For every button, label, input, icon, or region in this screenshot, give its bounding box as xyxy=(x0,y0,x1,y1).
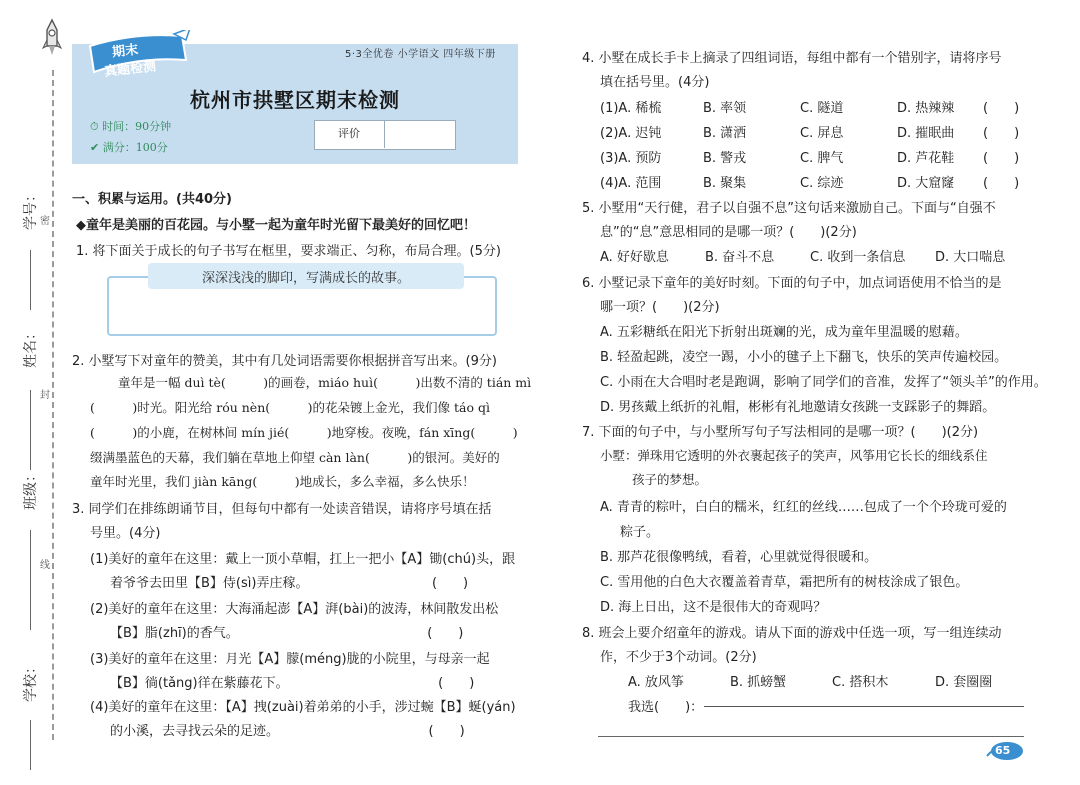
q4-text: 4. 小墅在成长手卡上摘录了四组词语，每组中都有一个错别字，请将序号 xyxy=(582,51,1002,66)
q6-option: D. 男孩戴上纸折的礼帽，彬彬有礼地邀请女孩跳一支踩影子的舞蹈。 xyxy=(600,400,996,415)
evaluation-label: 评价 xyxy=(314,120,385,148)
binding-dashed-line xyxy=(52,70,54,740)
answer-blank[interactable]: ( ) xyxy=(983,126,1020,141)
seal-mark-feng: 封 xyxy=(40,390,50,401)
q6-text: 6. 小墅记录下童年的美好时刻。下面的句子中，加点词语使用不恰当的是 xyxy=(582,276,1002,291)
q4-option: D. 热辣辣 xyxy=(897,101,955,116)
student-id-line xyxy=(30,250,31,310)
q4-option: (1)A. 稀梳 xyxy=(600,101,662,116)
q4-text-cont: 填在括号里。(4分) xyxy=(600,75,710,90)
q8-option: B. 抓螃蟹 xyxy=(730,675,787,690)
q3-item: 【B】徜(tǎng)徉在紫藤花下。 ( ) xyxy=(110,676,475,691)
name-line xyxy=(30,390,31,470)
q8-answer-line-2[interactable] xyxy=(598,736,1024,737)
rocket-icon xyxy=(40,18,64,58)
q4-option: (2)A. 迟钝 xyxy=(600,126,662,141)
q8-option: C. 搭积木 xyxy=(832,675,889,690)
tag-line-2: 真题检测 xyxy=(103,59,157,80)
q8-answer-line[interactable] xyxy=(704,706,1024,707)
book-info: 5·3全优卷 小学语文 四年级下册 xyxy=(345,49,496,60)
time-limit: ⏱ 时间：90分钟 xyxy=(90,120,172,133)
q3-text: 3. 同学们在排练朗诵节目，但每句中都有一处读音错误，请将序号填在括 xyxy=(72,502,492,517)
q5-option: A. 好好歇息 xyxy=(600,250,669,265)
q4-option: (4)A. 范围 xyxy=(600,176,662,191)
q4-option: B. 聚集 xyxy=(703,176,747,191)
q2-line: ( )时光。阳光给 róu nèn( )的花朵镀上金光，我们像 táo qì xyxy=(90,400,490,415)
q7-quote: 小墅：弹珠用它透明的外衣裹起孩子的笑声，风筝用它长长的细线系住 xyxy=(600,448,988,463)
answer-blank[interactable]: ( ) xyxy=(983,151,1020,166)
q2-line: 童年时光里，我们 jiàn kāng( )地成长，多么幸福，多么快乐！ xyxy=(90,474,475,489)
page-title: 杭州市拱墅区期末检测 xyxy=(190,88,400,112)
class-label: 班级： xyxy=(23,468,39,510)
check-icon: ✔ xyxy=(90,141,103,154)
answer-blank[interactable]: ( ) xyxy=(983,101,1020,116)
q4-option: C. 脾气 xyxy=(800,151,844,166)
answer-blank[interactable]: ( ) xyxy=(983,176,1020,191)
section-intro: ◆童年是美丽的百花园。与小墅一起为童年时光留下最美好的回忆吧！ xyxy=(76,218,476,233)
q8-option: D. 套圈圈 xyxy=(935,675,993,690)
q7-option: D. 海上日出，这不是很伟大的奇观吗？ xyxy=(600,600,827,615)
school-label: 学校： xyxy=(23,660,39,702)
q5-text: 5. 小墅用“天行健，君子以自强不息”这句话来激励自己。下面与“自强不 xyxy=(582,201,996,216)
q7-text: 7. 下面的句子中，与小墅所写句子写法相同的是哪一项？( )(2分) xyxy=(582,425,979,440)
q5-text-cont: 息”的“息”意思相同的是哪一项？( )(2分) xyxy=(600,225,857,240)
q8-choice-label: 我选( )： xyxy=(628,700,704,715)
q6-option: C. 小雨在大合唱时老是跑调，影响了同学们的音准，发挥了“领头羊”的作用。 xyxy=(600,375,1047,390)
q2-line: 缀满墨蓝色的天幕，我们躺在草地上仰望 càn làn( )的银河。美好的 xyxy=(90,450,500,465)
q5-option: C. 收到一条信息 xyxy=(810,250,906,265)
q5-option: D. 大口喘息 xyxy=(935,250,1006,265)
q3-item: (2)美好的童年在这里：大海涌起澎【A】湃(bài)的波涛，林间散发出松 xyxy=(90,602,499,617)
q3-item: 的小溪，去寻找云朵的足迹。 ( ) xyxy=(110,724,465,739)
q4-option: C. 综迹 xyxy=(800,176,844,191)
q4-option: C. 隧道 xyxy=(800,101,844,116)
q4-option: B. 警戎 xyxy=(703,151,747,166)
q7-option-cont: 粽子。 xyxy=(620,525,660,540)
q3-item: 着爷爷去田里【B】侍(sì)弄庄稼。 ( ) xyxy=(110,576,469,591)
q4-option: (3)A. 预防 xyxy=(600,151,662,166)
q6-text-cont: 哪一项？( )(2分) xyxy=(600,300,720,315)
seal-mark-mi: 密 xyxy=(40,216,50,227)
q1-model-sentence: 深深浅浅的脚印，写满成长的故事。 xyxy=(201,271,410,286)
q8-option: A. 放风筝 xyxy=(628,675,684,690)
q4-option: C. 屏息 xyxy=(800,126,844,141)
q3-item: (1)美好的童年在这里：戴上一顶小草帽，扛上一把小【A】锄(chú)头，跟 xyxy=(90,552,516,567)
q4-option: D. 摧眠曲 xyxy=(897,126,955,141)
q3-item: 【B】脂(zhī)的香气。 ( ) xyxy=(110,626,464,641)
clock-icon: ⏱ xyxy=(90,120,103,133)
q2-line: 童年是一幅 duì tè( )的画卷，miáo huì( )出数不清的 tián mì xyxy=(118,375,532,390)
q7-option: C. 雪用他的白色大衣覆盖着青草，霜把所有的树枝涂成了银色。 xyxy=(600,575,969,590)
q2-text: 2. 小墅写下对童年的赞美，其中有几处词语需要你根据拼音写出来。(9分) xyxy=(72,354,497,369)
q8-text: 8. 班会上要介绍童年的游戏。请从下面的游戏中任选一项，写一组连续动 xyxy=(582,626,1002,641)
q6-option: A. 五彩糖纸在阳光下折射出斑斓的光，成为童年里温暖的慰藉。 xyxy=(600,325,968,340)
q7-option: B. 那芦花很像鸭绒，看着，心里就觉得很暖和。 xyxy=(600,550,878,565)
class-line xyxy=(30,530,31,630)
q3-item: (3)美好的童年在这里：月光【A】朦(méng)胧的小院里，与母亲一起 xyxy=(90,652,490,667)
q4-option: D. 芦花鞋 xyxy=(897,151,955,166)
student-id-label: 学号： xyxy=(23,188,39,230)
seal-mark-xian: 线 xyxy=(40,560,50,571)
section-title: 一、积累与运用。(共40分) xyxy=(72,192,232,207)
full-score: ✔ 满分：100分 xyxy=(90,141,168,154)
q3-item: (4)美好的童年在这里：【A】拽(zuài)着弟弟的小手，涉过蜿【B】蜒(yán) xyxy=(90,700,516,715)
name-label: 姓名： xyxy=(23,326,39,368)
q4-option: B. 潇洒 xyxy=(703,126,747,141)
q4-option: D. 大窟窿 xyxy=(897,176,955,191)
q3-text-cont: 号里。(4分) xyxy=(90,526,161,541)
tag-line-1: 期末 xyxy=(111,42,139,61)
q8-text-cont: 作，不少于3个动词。(2分) xyxy=(600,650,757,665)
q7-quote-cont: 孩子的梦想。 xyxy=(632,472,708,487)
q6-option: B. 轻盈起跳，凌空一踢，小小的毽子上下翻飞，快乐的笑声传遍校园。 xyxy=(600,350,1008,365)
q2-line: ( )的小鹿，在树林间 mín jié( )地穿梭。夜晚，fán xīng( ) xyxy=(90,425,518,440)
q7-option: A. 青青的粽叶，白白的糯米，红红的丝线……包成了一个个玲珑可爱的 xyxy=(600,500,1007,515)
q5-option: B. 奋斗不息 xyxy=(705,250,775,265)
page-number: 65 xyxy=(995,744,1011,757)
q4-option: B. 率领 xyxy=(703,101,747,116)
q1-text: 1. 将下面关于成长的句子书写在框里，要求端正、匀称，布局合理。(5分) xyxy=(76,244,501,259)
